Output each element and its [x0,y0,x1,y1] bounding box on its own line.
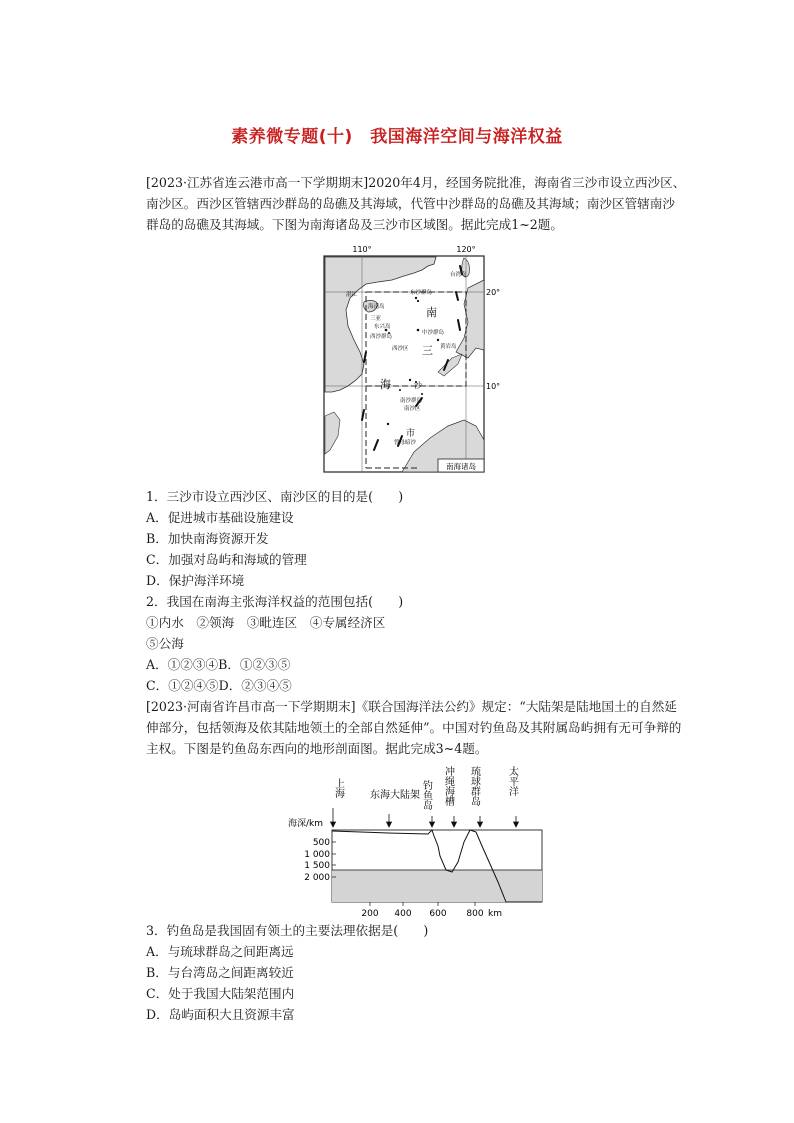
choice-items: ①内水 ②领海 ③毗连区 ④专属经济区 [146,615,386,630]
page-title: 素养微专题(十) 我国海洋空间与海洋权益 [231,127,563,147]
place-label: 黄岩岛 [440,344,457,350]
profile-label: 冲绳海槽 [442,766,454,806]
option-ab: A．①②③④B．①②③⑤ [146,657,291,672]
lon-label-110: 110° [352,245,372,254]
question-stem: 3．钓鱼岛是我国固有领土的主要法理依据是( ) [146,923,429,938]
option-c: C．处于我国大陆架范围内 [146,986,295,1001]
sea-character: 海 [380,378,391,391]
question-3 [146,920,666,1025]
place-label: 三亚 [370,316,382,322]
option-cd: C．①②④⑤D．②③④⑤ [146,678,292,693]
south-china-sea-map [318,240,501,476]
sea-character: 市 [406,429,416,439]
profile-label: 东海大陆架 [370,790,420,801]
place-label: 南沙区 [404,406,421,412]
option-c: C．加强对岛屿和海域的管理 [146,552,307,567]
option-b: B．与台湾岛之间距离较近 [146,965,294,980]
choice-items: ⑤公海 [146,636,184,651]
profile-label: 上海 [332,778,344,798]
sea-character: 南 [426,306,437,319]
place-label: 湛江 [346,292,358,298]
place-label: 南沙群岛 [400,398,423,404]
place-label: 曾母暗沙 [394,440,417,446]
option-a: A．促进城市基础设施建设 [146,510,294,525]
place-label: 西沙群岛 [370,334,393,340]
place-label: 台湾岛 [450,272,467,278]
y-tick: 1 500 [304,861,330,871]
sea-character: 三 [422,344,433,357]
x-unit: km [488,909,502,919]
y-tick: 500 [312,838,330,848]
profile-label: 太平洋 [506,766,518,796]
lat-label-20: 20° [486,288,501,297]
profile-label: 钓鱼岛 [420,780,432,810]
place-label: 东兴岛 [374,324,391,330]
intro-paragraph-1: [2023·江苏省连云港市高一下学期期末]2020年4月，经国务院批准，海南省三沙市设立西沙区、南沙区。西沙区管辖西沙群岛的岛礁及其海域，代管中沙群岛的岛礁及其海域；南沙区管辖南沙群岛的岛礁及其海域。下图为南海诸岛及三沙市区域图。据此完成1~2题。 [146,175,686,232]
question-stem: 1．三沙市设立西沙区、南沙区的目的是( ) [146,489,404,504]
intro-paragraph-2: [2023·河南省许昌市高一下学期期末]《联合国海洋法公约》规定：“大陆架是陆地国土的自然延伸部分，包括领海及依其陆地领土的全部自然延伸”。中国对钓鱼岛及其附属岛屿拥有无可争辩的主权。下图是钓鱼岛东西向的地形剖面图。据此完成3~4题。 [146,699,682,756]
sea-character: 沙 [414,381,422,390]
profile-label: 琉球群岛 [468,766,480,806]
x-tick: 200 [361,909,379,919]
option-b: B．加快南海资源开发 [146,531,269,546]
x-tick: 600 [429,909,447,919]
x-tick: 400 [394,909,412,919]
option-a: A．与琉球群岛之间距离远 [146,944,294,959]
y-axis-title: 海深/km [288,819,324,829]
question-1 [146,486,666,591]
place-label: 东沙群岛 [410,290,433,296]
place-label: 海南岛 [368,304,385,310]
terrain-profile [288,764,548,920]
x-tick: 800 [466,909,484,919]
place-label: 西沙区 [392,346,409,352]
question-2 [146,591,666,696]
lon-label-120: 120° [456,245,476,254]
y-tick: 2 000 [304,873,330,883]
option-d: D．保护海洋环境 [146,573,245,588]
y-tick: 1 000 [304,850,330,860]
lat-label-10: 10° [486,382,501,391]
place-label: 中沙群岛 [422,330,445,336]
question-stem: 2．我国在南海主张海洋权益的范围包括( ) [146,594,404,609]
option-d: D．岛屿面积大且资源丰富 [146,1007,295,1022]
map-caption: 南海诸岛 [446,462,476,471]
